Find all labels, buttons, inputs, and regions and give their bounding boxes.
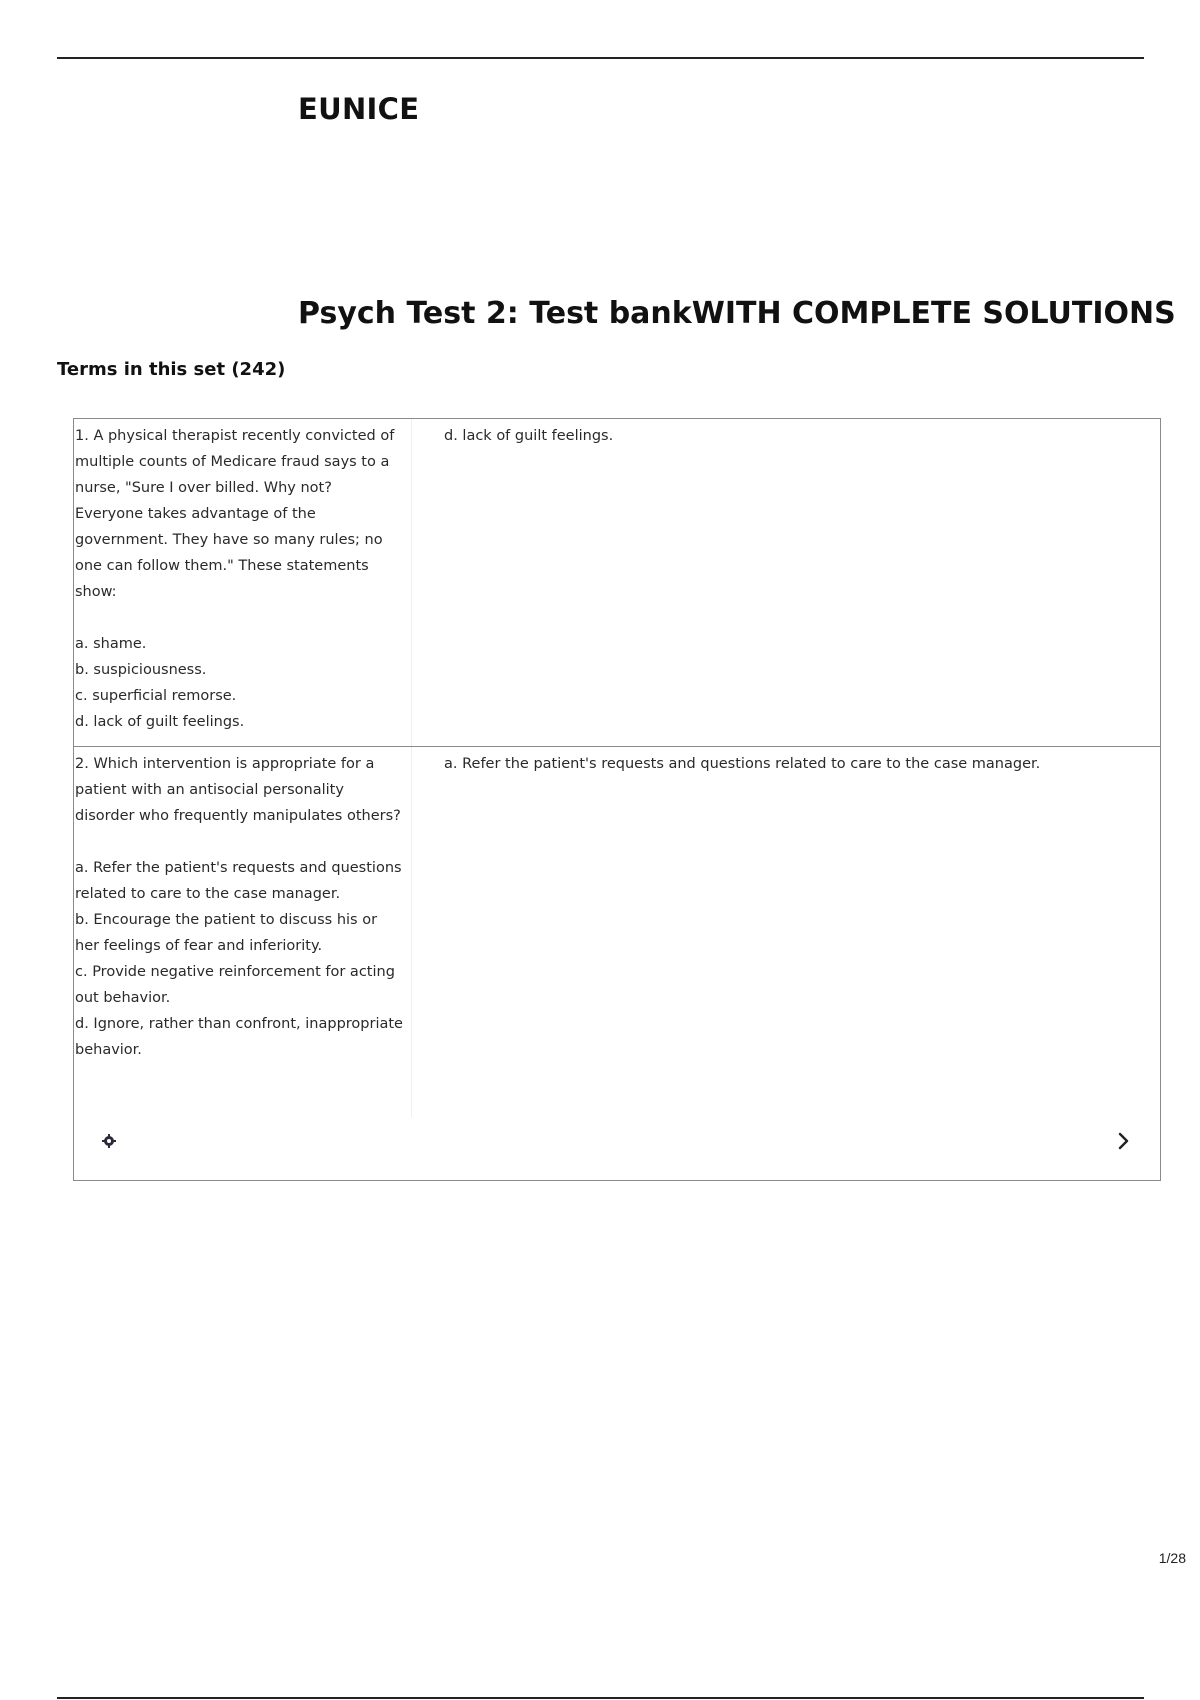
answer-options — [75, 631, 403, 735]
gear-icon[interactable] — [101, 1133, 117, 1149]
bottom-rule — [57, 1697, 1144, 1699]
option-c: c. Provide negative reinforcement for acting out behavior. — [75, 964, 400, 1006]
flashcard-row — [74, 747, 1160, 1117]
question-text: 1. A physical therapist recently convicted of multiple counts of Medicare fraud says to a nurse, "Sure I over billed. Why not? Everyone takes advantage of the government. They have so many rules; no one can follow them." These statements show: — [75, 428, 399, 600]
document-title: Psych Test 2: Test bankWITH COMPLETE SOLUTIONS — [298, 296, 1176, 331]
flashcard-row — [74, 419, 1160, 747]
definition-text: d. lack of guilt feelings. — [444, 428, 614, 444]
chevron-right-icon[interactable] — [1116, 1131, 1130, 1151]
top-rule — [57, 57, 1144, 59]
question-text: 2. Which intervention is appropriate for a patient with an antisocial personality disorder who frequently manipulates others? — [75, 756, 401, 824]
option-d: d. lack of guilt feelings. — [75, 714, 245, 730]
set-footer — [74, 1117, 1160, 1181]
option-a: a. shame. — [75, 636, 147, 652]
option-b: b. suspiciousness. — [75, 662, 207, 678]
flashcard-set — [73, 418, 1161, 1181]
term-column — [74, 419, 412, 746]
terms-count: Terms in this set (242) — [57, 359, 286, 380]
option-b: b. Encourage the patient to discuss his or her feelings of fear and inferiority. — [75, 912, 382, 954]
option-c: c. superficial remorse. — [75, 688, 237, 704]
definition-text: a. Refer the patient's requests and questions related to care to the case manager. — [444, 756, 1041, 772]
page-number: 1/28 — [1158, 1550, 1186, 1566]
option-d: d. Ignore, rather than confront, inappropriate behavior. — [75, 1016, 408, 1058]
option-a: a. Refer the patient's requests and questions related to care to the case manager. — [75, 860, 407, 902]
brand-name: EUNICE — [298, 92, 420, 126]
answer-options — [75, 855, 408, 1063]
term-column — [74, 747, 412, 1117]
